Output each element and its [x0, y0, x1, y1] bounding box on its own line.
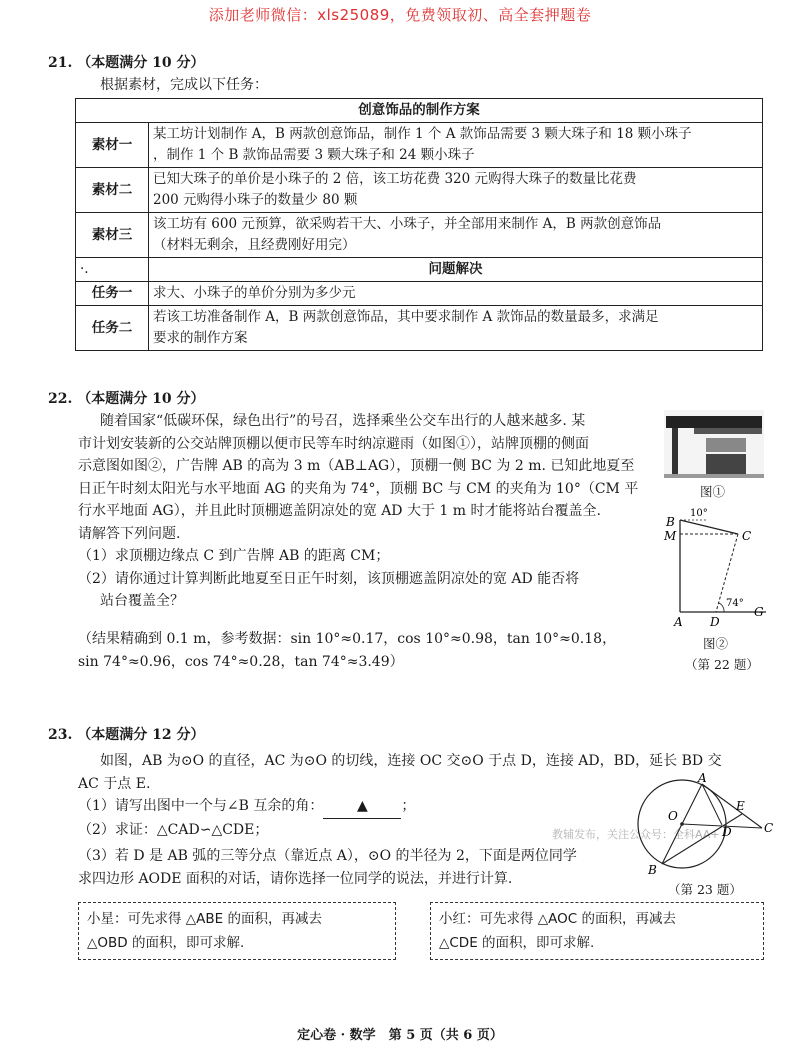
row-line: 要求的制作方案: [153, 330, 248, 346]
q22-sub2-cont: 站台覆盖全？: [100, 593, 184, 609]
label-O: O: [668, 809, 678, 823]
q23-line: AC 于点 E.: [78, 775, 151, 792]
row-content: 求大、小珠子的单价分别为多少元: [149, 282, 763, 306]
q22-ref-line: （结果精确到 0.1 m，参考数据：sin 10°≈0.17，cos 10°≈0.98，tan 10°≈0.18，: [78, 631, 617, 647]
label-A: A: [698, 771, 707, 785]
q22-sub2: （2）请你通过计算判断此地夏至日正午时刻，该顶棚遮盖阴凉处的宽 AD 能否将: [78, 570, 580, 587]
q22-line: 示意图如图②，广告牌 AB 的高为 3 m（AB⊥AG），顶棚一侧 BC 为 2 m. 已知此地夏至: [78, 458, 635, 474]
q22-ref: [78, 628, 616, 673]
dialog-line: 小红：可先求得 △AOC 的面积，再减去: [439, 911, 677, 927]
fig1-caption: 图①: [700, 484, 726, 499]
q23-figure-caption: （第 23 题）: [668, 882, 742, 897]
label-C: C: [764, 821, 774, 835]
dialog-line: 小星：可先求得 △ABE 的面积，再减去: [87, 911, 322, 927]
row-line: （材料无剩余，且经费刚好用完）: [153, 237, 356, 253]
row-line: ，制作 1 个 B 款饰品需要 3 颗大珠子和 24 颗小珠子: [153, 147, 475, 163]
q22-line: 市计划安装新的公交站牌顶棚以便市民等车时纳凉避雨（如图①），站牌顶棚的侧面: [78, 435, 589, 452]
q22-sub1: （1）求顶棚边缘点 C 到广告牌 AB 的距离 CM；: [78, 548, 390, 564]
q23-sub1-text: （1）请写出图中一个与∠B 互余的角：: [78, 798, 324, 814]
label-D: D: [710, 615, 720, 629]
row-label: 素材三: [76, 213, 149, 258]
row-content: [149, 123, 763, 168]
answer-blank: ▲: [323, 795, 401, 819]
label-C: C: [742, 529, 752, 543]
dialog-line: △CDE 的面积，即可求解.: [439, 935, 595, 951]
q23-sub3: （3）若 D 是 AB 弧的三等分点（靠近点 A），⊙O 的半径为 2，下面是两位同学: [78, 848, 577, 864]
q23-sub3-cont: 求四边形 AODE 面积的对话，请你选择一位同学的说法，并进行计算.: [78, 870, 513, 887]
q21-intro: 根据素材，完成以下任务：: [100, 77, 268, 93]
bus-stop-photo: [664, 410, 764, 478]
q23-heading: 23. （本题满分 12 分）: [48, 727, 205, 743]
row-line: 已知大珠子的单价是小珠子的 2 倍，该工坊花费 320 元购得大珠子的数量比花费: [153, 171, 637, 187]
q22-heading: 22. （本题满分 10 分）: [48, 391, 205, 407]
label-M: M: [664, 529, 677, 543]
section-title: 问题解决: [149, 258, 763, 282]
row-label: 任务一: [76, 282, 149, 306]
row-label: 素材一: [76, 123, 149, 168]
label-D: D: [722, 825, 732, 839]
page-footer: 定心卷 · 数学 第 5 页（共 6 页）: [297, 1028, 503, 1043]
label-G: G: [754, 605, 764, 619]
table-row: [76, 123, 763, 168]
q21-heading: 21. （本题满分 10 分）: [48, 55, 205, 71]
top-watermark: 添加老师微信：xls25089，免费领取初、高全套押题卷: [208, 6, 592, 24]
q23-sub1-end: ；: [401, 798, 416, 814]
dialog-xiaohong: [430, 902, 764, 960]
fig2-caption: 图②: [703, 636, 729, 651]
q23-sub2: （2）求证：△CAD∽△CDE；: [78, 821, 269, 838]
q22-ref-line: sin 74°≈0.96，cos 74°≈0.28，tan 74°≈3.49）: [78, 653, 404, 670]
row-line: 若该工坊准备制作 A，B 两款创意饰品，其中要求制作 A 款饰品的数量最多，求满足: [153, 309, 659, 325]
canopy-diagram: [660, 500, 770, 630]
row-line: 某工坊计划制作 A，B 两款创意饰品，制作 1 个 A 款饰品需要 3 颗大珠子和 18 颗小珠子: [153, 126, 692, 142]
q22-body: [78, 410, 658, 613]
row-line: 200 元购得小珠子的数量少 80 颗: [153, 192, 358, 208]
table-row: [76, 258, 763, 282]
row-line: 该工坊有 600 元预算，欲采购若干大、小珠子，并全部用来制作 A，B 两款创意饰品: [153, 216, 662, 232]
table-row: [76, 282, 763, 306]
table-row: [76, 213, 763, 258]
label-B: B: [648, 863, 657, 877]
label-B: B: [666, 515, 675, 529]
dialog-xiaoxing: [78, 902, 396, 960]
row-content: [149, 168, 763, 213]
angle-74: 74°: [726, 598, 744, 609]
angle-10: 10°: [690, 508, 708, 519]
q22-line: 日正午时刻太阳光与水平地面 AG 的夹角为 74°，顶棚 BC 与 CM 的夹角为 10°（CM 平: [78, 480, 639, 497]
side-watermark: 教辅发布，关注公众号：全科AA+: [552, 828, 720, 841]
row-content: [149, 306, 763, 351]
q22-line: 请解答下列问题.: [78, 525, 181, 542]
row-label: 素材二: [76, 168, 149, 213]
q22-figure-caption: （第 22 题）: [685, 657, 759, 672]
label-A: A: [674, 615, 683, 629]
plan-table: [75, 98, 763, 351]
row-label: 任务二: [76, 306, 149, 351]
table-row: [76, 168, 763, 213]
q23-line: 如图，AB 为⊙O 的直径，AC 为⊙O 的切线，连接 OC 交⊙O 于点 D，连接 AD，BD，延长 BD 交: [100, 753, 722, 769]
label-E: E: [736, 799, 745, 813]
q22-line: 行水平地面 AG），并且此时顶棚遮盖阴凉处的宽 AD 大于 1 m 时才能将站台覆盖全.: [78, 503, 601, 519]
circle-diagram: [630, 770, 790, 880]
table-row: [76, 306, 763, 351]
section-mark: ·.: [76, 258, 149, 282]
plan-table-title: 创意饰品的制作方案: [76, 99, 763, 123]
q22-line: 随着国家“低碳环保，绿色出行”的号召，选择乘坐公交车出行的人越来越多. 某: [100, 413, 586, 429]
dialog-line: △OBD 的面积，即可求解.: [87, 935, 245, 951]
row-content: [149, 213, 763, 258]
